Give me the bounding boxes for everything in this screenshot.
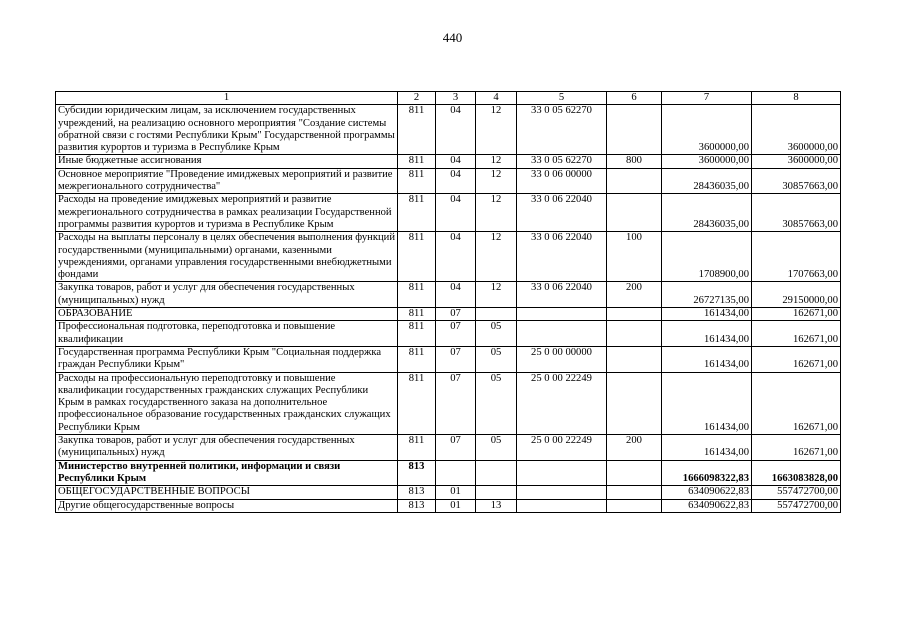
expense-type-code: 200	[607, 282, 662, 308]
amount-year-1: 3600000,00	[662, 155, 752, 168]
subsection-code	[476, 486, 517, 499]
budget-table	[55, 91, 841, 513]
section-code	[436, 460, 476, 486]
table-row	[56, 232, 841, 282]
subsection-code: 05	[476, 372, 517, 434]
expense-type-code	[607, 460, 662, 486]
amount-year-1: 3600000,00	[662, 105, 752, 155]
amount-year-2: 29150000,00	[752, 282, 841, 308]
target-article-code: 33 0 06 22040	[517, 232, 607, 282]
amount-year-2: 162671,00	[752, 435, 841, 461]
amount-year-1: 1708900,00	[662, 232, 752, 282]
section-code: 07	[436, 308, 476, 321]
target-article-code	[517, 486, 607, 499]
section-code: 04	[436, 155, 476, 168]
target-article-code	[517, 499, 607, 512]
ministry-code: 813	[398, 460, 436, 486]
column-header: 2	[398, 92, 436, 105]
expense-type-code	[607, 486, 662, 499]
table-row	[56, 435, 841, 461]
row-description: Расходы на проведение имиджевых мероприятий и развитие межрегионального сотрудничества в рамках реализации Государственной программы развития курортов и туризма в Республике Крым	[56, 194, 398, 232]
subsection-code: 12	[476, 155, 517, 168]
section-code: 07	[436, 321, 476, 347]
ministry-code: 811	[398, 321, 436, 347]
row-description: Расходы на профессиональную переподготовку и повышение квалификации государственных гражданских служащих Республики Крым в рамках государственного заказа на дополнительное профессиональное образование государственных гражданских служащих Республики Крым	[56, 372, 398, 434]
expense-type-code	[607, 105, 662, 155]
row-description: Закупка товаров, работ и услуг для обеспечения государственных (муниципальных) нужд	[56, 435, 398, 461]
subsection-code	[476, 460, 517, 486]
subsection-code: 12	[476, 282, 517, 308]
ministry-code: 811	[398, 435, 436, 461]
subsection-code: 12	[476, 194, 517, 232]
amount-year-2: 162671,00	[752, 372, 841, 434]
section-code: 04	[436, 105, 476, 155]
amount-year-2: 30857663,00	[752, 194, 841, 232]
amount-year-1: 28436035,00	[662, 168, 752, 194]
row-description: Закупка товаров, работ и услуг для обеспечения государственных (муниципальных) нужд	[56, 282, 398, 308]
table-row	[56, 155, 841, 168]
section-code: 04	[436, 194, 476, 232]
target-article-code	[517, 460, 607, 486]
amount-year-1: 161434,00	[662, 435, 752, 461]
subsection-code: 05	[476, 435, 517, 461]
target-article-code: 33 0 06 22040	[517, 194, 607, 232]
subsection-code: 05	[476, 321, 517, 347]
subsection-code: 13	[476, 499, 517, 512]
section-code: 07	[436, 346, 476, 372]
subsection-code: 12	[476, 232, 517, 282]
table-row	[56, 308, 841, 321]
amount-year-1: 161434,00	[662, 346, 752, 372]
subsection-code: 12	[476, 105, 517, 155]
amount-year-1: 28436035,00	[662, 194, 752, 232]
amount-year-1: 161434,00	[662, 321, 752, 347]
table-row	[56, 282, 841, 308]
amount-year-2: 162671,00	[752, 308, 841, 321]
ministry-code: 811	[398, 105, 436, 155]
row-description: Расходы на выплаты персоналу в целях обеспечения выполнения функций государственными (муниципальными) органами, казенными учреждениями, органами управления государственными внебюджетными фондами	[56, 232, 398, 282]
target-article-code	[517, 308, 607, 321]
row-description: Субсидии юридическим лицам, за исключением государственных учреждений, на реализацию основного мероприятия "Создание системы обратной связи с гостями Республики Крым" Государственной программы развития курортов и туризма в Республике Крым	[56, 105, 398, 155]
subsection-code: 05	[476, 346, 517, 372]
table-row	[56, 346, 841, 372]
amount-year-1: 26727135,00	[662, 282, 752, 308]
column-header: 7	[662, 92, 752, 105]
amount-year-2: 557472700,00	[752, 486, 841, 499]
ministry-code: 811	[398, 308, 436, 321]
amount-year-1: 161434,00	[662, 372, 752, 434]
section-code: 01	[436, 486, 476, 499]
table-row	[56, 321, 841, 347]
expense-type-code: 800	[607, 155, 662, 168]
expense-type-code: 200	[607, 435, 662, 461]
page-number: 440	[442, 30, 463, 45]
expense-type-code	[607, 168, 662, 194]
ministry-code: 811	[398, 346, 436, 372]
table-row	[56, 168, 841, 194]
ministry-code: 811	[398, 155, 436, 168]
column-header: 6	[607, 92, 662, 105]
target-article-code: 33 0 06 00000	[517, 168, 607, 194]
amount-year-1: 634090622,83	[662, 499, 752, 512]
target-article-code: 33 0 06 22040	[517, 282, 607, 308]
amount-year-2: 557472700,00	[752, 499, 841, 512]
target-article-code	[517, 321, 607, 347]
column-header: 5	[517, 92, 607, 105]
expense-type-code	[607, 321, 662, 347]
ministry-code: 811	[398, 282, 436, 308]
target-article-code: 25 0 00 22249	[517, 372, 607, 434]
row-description: ОБЩЕГОСУДАРСТВЕННЫЕ ВОПРОСЫ	[56, 486, 398, 499]
ministry-code: 811	[398, 194, 436, 232]
table-row	[56, 194, 841, 232]
ministry-code: 813	[398, 499, 436, 512]
amount-year-2: 30857663,00	[752, 168, 841, 194]
row-description: Министерство внутренней политики, информации и связи Республики Крым	[56, 460, 398, 486]
target-article-code: 33 0 05 62270	[517, 155, 607, 168]
expense-type-code	[607, 372, 662, 434]
table-row	[56, 105, 841, 155]
ministry-code: 811	[398, 232, 436, 282]
subsection-code: 12	[476, 168, 517, 194]
expense-type-code	[607, 499, 662, 512]
amount-year-1: 634090622,83	[662, 486, 752, 499]
ministry-code: 811	[398, 372, 436, 434]
amount-year-2: 1663083828,00	[752, 460, 841, 486]
expense-type-code: 100	[607, 232, 662, 282]
amount-year-1: 1666098322,83	[662, 460, 752, 486]
row-description: Иные бюджетные ассигнования	[56, 155, 398, 168]
row-description: Профессиональная подготовка, переподготовка и повышение квалификации	[56, 321, 398, 347]
table-row	[56, 460, 841, 486]
amount-year-1: 161434,00	[662, 308, 752, 321]
amount-year-2: 3600000,00	[752, 155, 841, 168]
expense-type-code	[607, 308, 662, 321]
amount-year-2: 162671,00	[752, 321, 841, 347]
row-description: ОБРАЗОВАНИЕ	[56, 308, 398, 321]
section-code: 04	[436, 232, 476, 282]
header-row	[56, 92, 841, 105]
table-row	[56, 499, 841, 512]
row-description: Другие общегосударственные вопросы	[56, 499, 398, 512]
column-header: 4	[476, 92, 517, 105]
amount-year-2: 1707663,00	[752, 232, 841, 282]
section-code: 07	[436, 435, 476, 461]
table-row	[56, 486, 841, 499]
row-description: Основное мероприятие "Проведение имиджевых мероприятий и развитие межрегионального сотрудничества"	[56, 168, 398, 194]
amount-year-2: 3600000,00	[752, 105, 841, 155]
section-code: 04	[436, 282, 476, 308]
table-row	[56, 372, 841, 434]
section-code: 04	[436, 168, 476, 194]
column-header: 8	[752, 92, 841, 105]
expense-type-code	[607, 346, 662, 372]
target-article-code: 25 0 00 00000	[517, 346, 607, 372]
section-code: 01	[436, 499, 476, 512]
ministry-code: 813	[398, 486, 436, 499]
target-article-code: 25 0 00 22249	[517, 435, 607, 461]
subsection-code	[476, 308, 517, 321]
amount-year-2: 162671,00	[752, 346, 841, 372]
ministry-code: 811	[398, 168, 436, 194]
row-description: Государственная программа Республики Крым "Социальная поддержка граждан Республики Крым"	[56, 346, 398, 372]
column-header: 1	[56, 92, 398, 105]
expense-type-code	[607, 194, 662, 232]
target-article-code: 33 0 05 62270	[517, 105, 607, 155]
column-header: 3	[436, 92, 476, 105]
section-code: 07	[436, 372, 476, 434]
